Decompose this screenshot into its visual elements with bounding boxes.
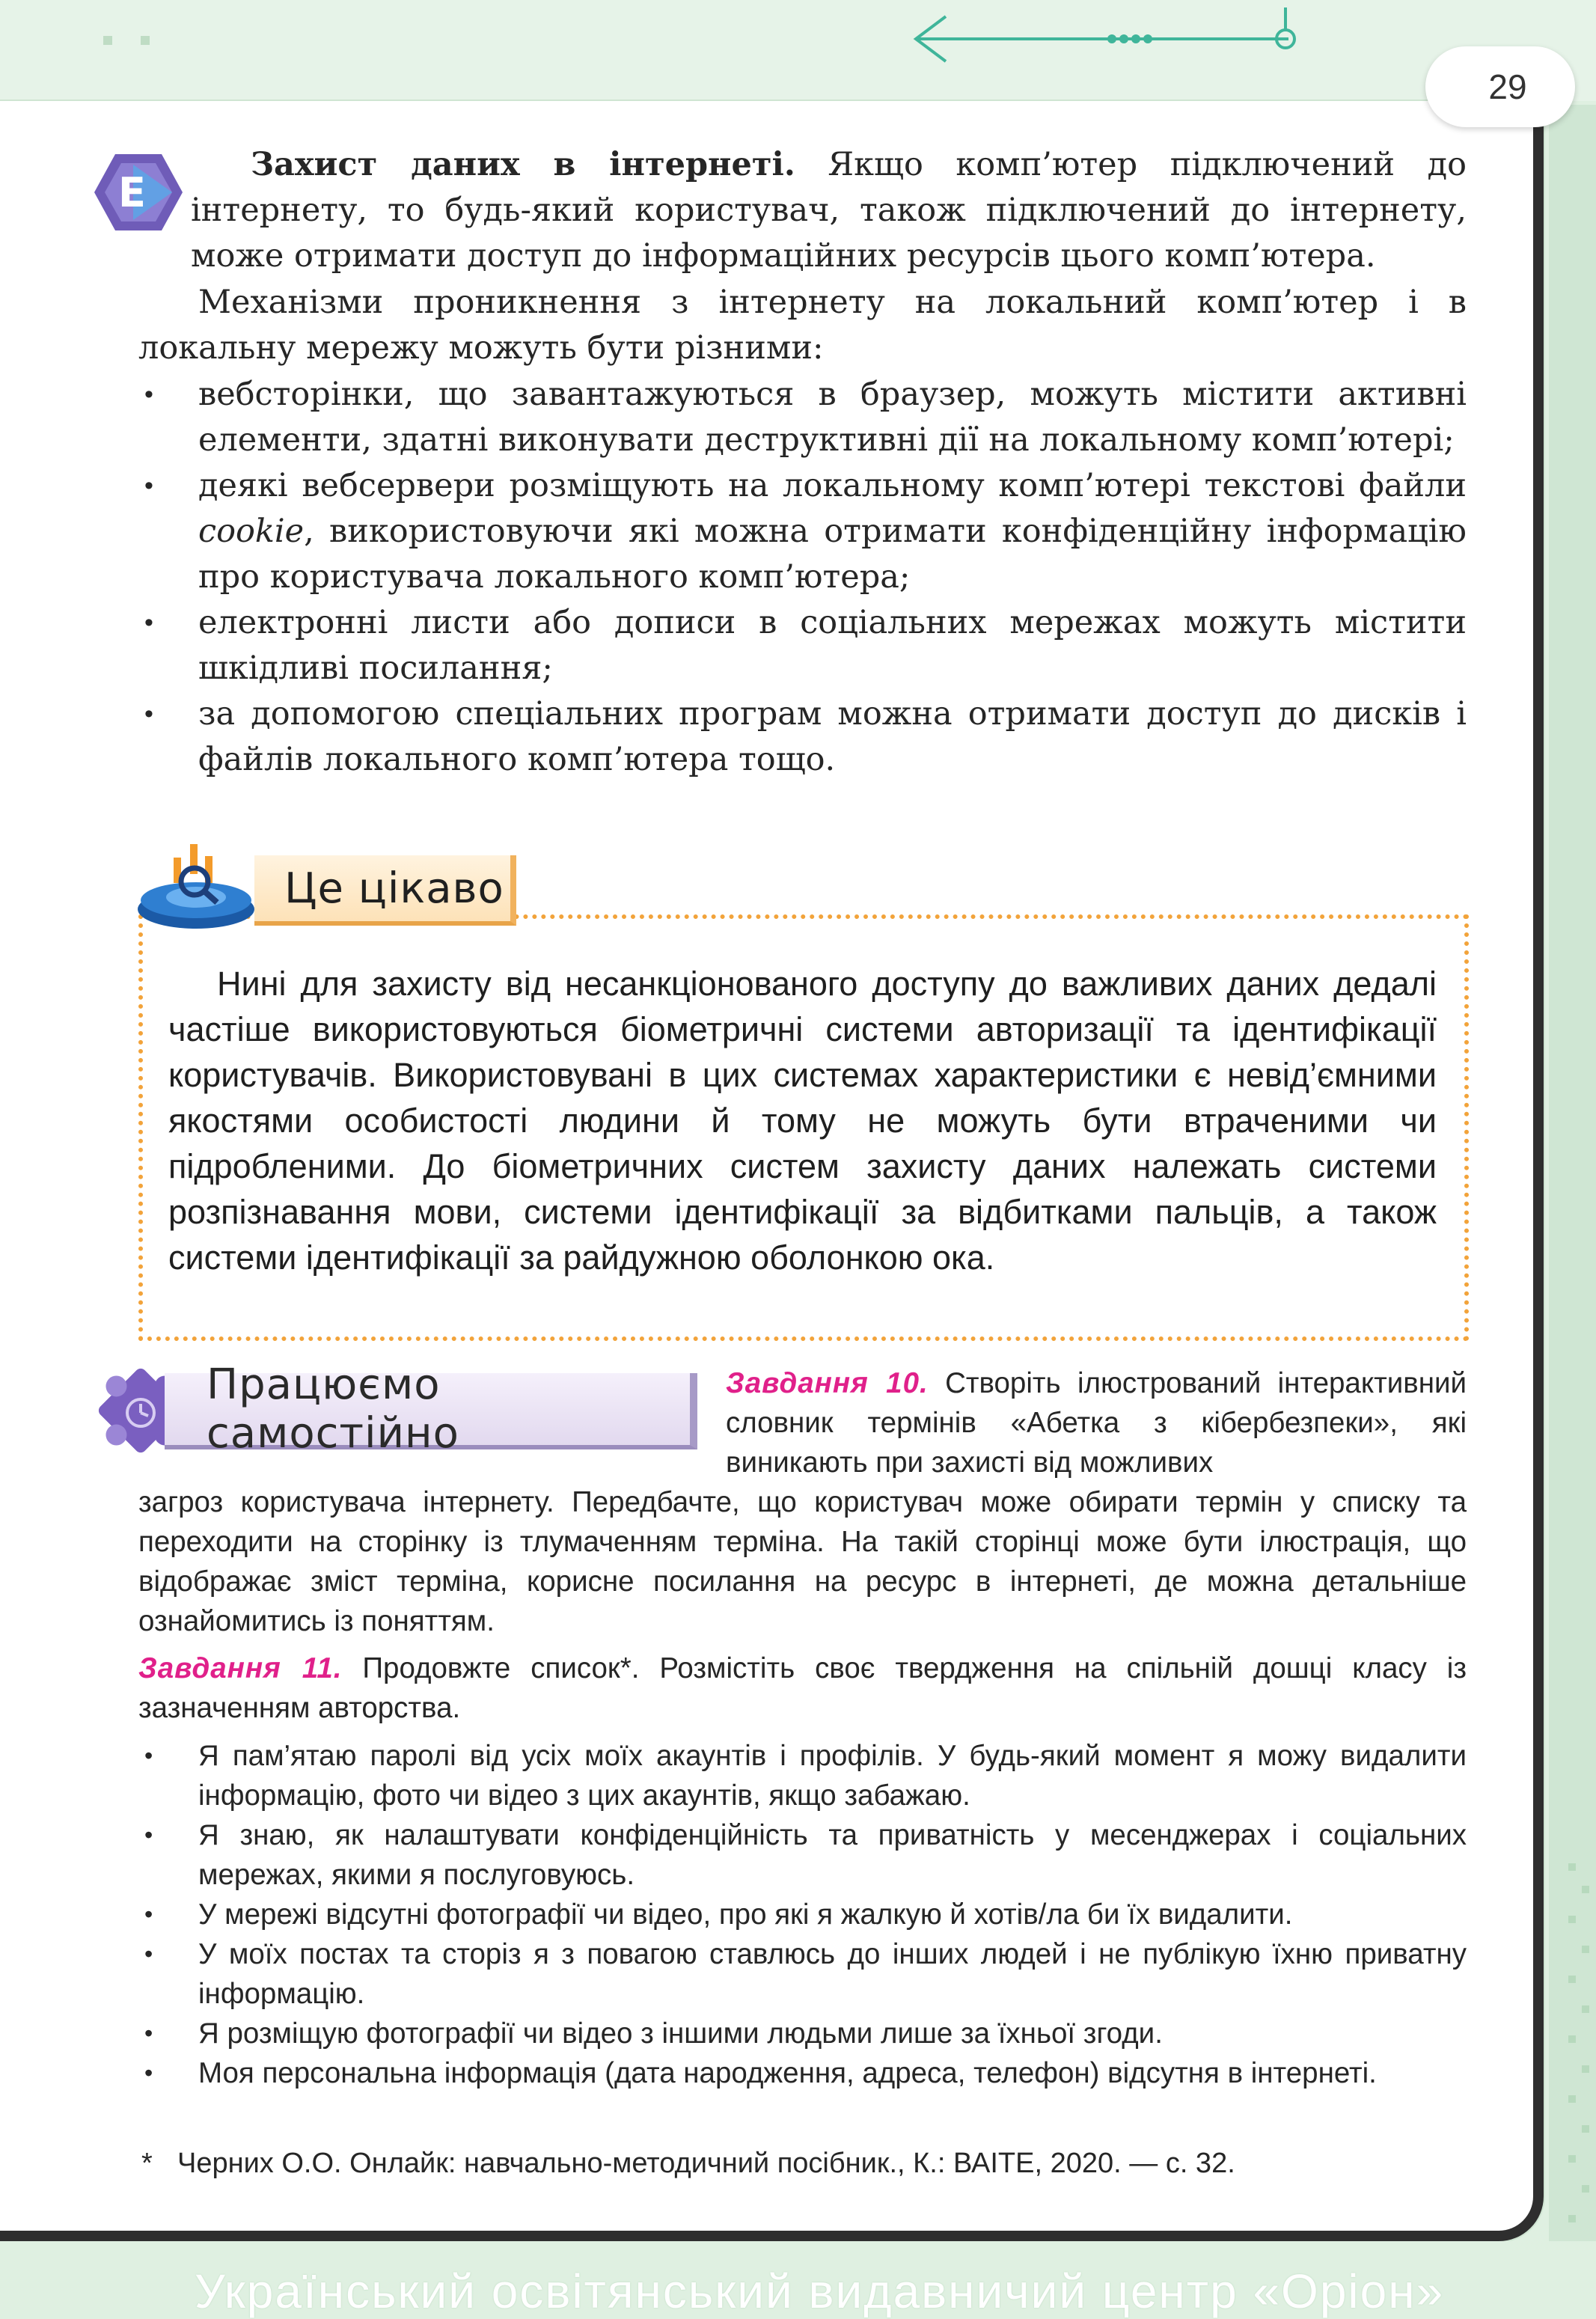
task11-label: Завдання 11. xyxy=(138,1652,343,1684)
intro-text: Якщо комп’ютер підключений до інтернету, то будь-який користувач, також підключений до інтернету, може отримати доступ до інформаційних ресурсів цього комп’ютера. xyxy=(191,146,1467,275)
list-item: • за допомогою спеціальних програм можна отримати доступ до дисків і файлів локального комп’ютера тощо. xyxy=(138,691,1467,783)
work-label: Працюємо самостійно xyxy=(165,1373,697,1449)
footnote-mark: * xyxy=(141,2148,153,2179)
list-item: • Я пам’ятаю паролі від усіх моїх акаунтів і профілів. У будь-який момент я можу видалити інформацію, фото чи відео з цих акаунтів, якщо забажаю. xyxy=(138,1736,1467,1815)
clock-icon xyxy=(120,1392,162,1434)
decor-square xyxy=(141,36,150,45)
intro-heading: Захист даних в інтернеті. xyxy=(251,146,795,183)
intro-paragraph xyxy=(191,142,1467,279)
list-item: • Я розміщую фотографії чи відео з іншими людьми лише за їхньої згоди. xyxy=(138,2014,1467,2053)
page-number: 29 xyxy=(1488,67,1527,106)
task11-list xyxy=(138,1736,1467,2093)
publisher-name: Український освітянський видавничий центр «Оріон» xyxy=(195,2264,1445,2318)
list-item: • вебсторінки, що завантажуються в браузер, можуть містити активні елементи, здатні виконувати деструктивні дії на локальному комп’ютері; xyxy=(138,372,1467,463)
list-item: • Моя персональна інформація (дата народження, адреса, телефон) відсутня в інтернеті. xyxy=(138,2053,1467,2093)
page-number-badge xyxy=(1425,46,1575,127)
footnote xyxy=(138,2148,1467,2180)
task11-intro xyxy=(138,1649,1467,1728)
list-item: • У моїх постах та сторіз я з повагою ставлюсь до інших людей і не публікую їхню приватну інформацію. xyxy=(138,1934,1467,2014)
task11-text: Продовжте список*. Розмістіть своє твердження на спільній дошці класу із зазначенням авторства. xyxy=(138,1652,1467,1724)
list-item: • деякі вебсервери розміщують на локальному комп’ютері текстові файли cookie, використовуючи які можна отримати конфіденційну інформацію про користувача локального комп’ютера; xyxy=(138,463,1467,600)
decor-square xyxy=(103,36,112,45)
task10-label: Завдання 10. xyxy=(726,1367,929,1399)
mechanisms-paragraph: Механізми проникнення з інтернету на локальний комп’ютер і в локальну мережу можуть бути різними: xyxy=(138,284,1467,367)
decor-dots xyxy=(1564,1856,1594,2275)
top-band xyxy=(0,0,1596,101)
interesting-text: Нині для захисту від несанкціонованого доступу до важливих даних дедалі частіше використовуються біометричні системи авторизації та ідентифікації користувачів. Використовувані в цих системах характеристики є невід’ємними якостями особистості людини й тому не можуть бути втраченими чи підробленими. До біометричних систем захисту даних належать системи розпізнавання мови, системи ідентифікації за відбитками пальців, а також системи ідентифікації за райдужною оболонкою ока. xyxy=(168,965,1437,1277)
magnifier-icon xyxy=(159,838,233,913)
task10-text-right: Створіть ілюстрований інтерактивний словник термінів «Абетка з кібербезпеки», які виникають при захисті від можливих xyxy=(726,1367,1467,1479)
task10-intro xyxy=(726,1363,1467,1482)
list-item: • У мережі відсутні фотографії чи відео, про які я жалкую й хотів/ла би їх видалити. xyxy=(138,1895,1467,1934)
e-section-icon xyxy=(88,148,186,236)
list-item: • електронні листи або дописи в соціальних мережах можуть містити шкідливі посилання; xyxy=(138,600,1467,691)
cookie-term: cookie xyxy=(198,513,305,550)
footnote-text: Черних О.О. Онлайк: навчально-методичний посібник., К.: ВАІТЕ, 2020. — с. 32. xyxy=(177,2148,1235,2179)
interesting-label: Це цікаво xyxy=(254,855,516,926)
svg-text:E: E xyxy=(118,169,146,216)
mechanisms-list xyxy=(138,372,1467,783)
decor-arrow-icon xyxy=(905,7,1324,67)
task10-text: загроз користувача інтернету. Передбачте, що користувач може обирати термін у списку та переходити на сторінку із тлумаченням терміна. На такій сторінці може бути ілюстрація, що відображає зміст терміна, корисне посилання на ресурс в інтернеті, де можна детальніше ознайомитись із поняттям. xyxy=(138,1486,1467,1637)
list-item: • Я знаю, як налаштувати конфіденційність та приватність у месенджерах і соціальних мережах, якими я послуговуюсь. xyxy=(138,1815,1467,1895)
